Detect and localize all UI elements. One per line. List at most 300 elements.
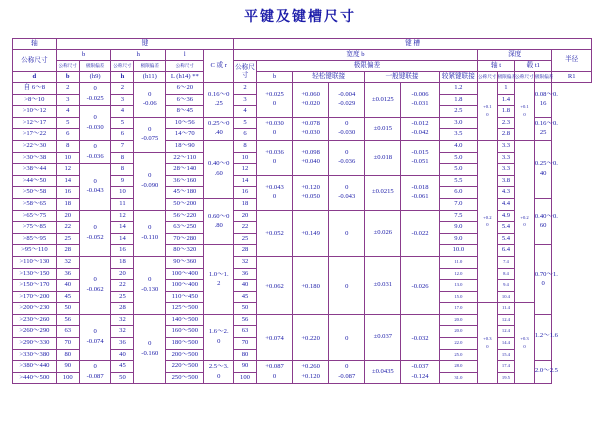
cell-line: -0.036 [86,152,104,160]
cell-line: 40 [539,169,547,177]
cell-line: 0 [523,222,526,228]
cell-line: -0.087 [86,372,104,380]
cell-h-tolerance [134,256,166,314]
cell-line: .80 [214,222,223,230]
cell-c-or-r [204,117,234,140]
cell-c-or-r [204,361,234,384]
cell-line: 16 [539,100,547,108]
cell-hub-t1: 10.4 [497,291,515,303]
cell-key-l: 100～400 [166,280,204,292]
cell-line: 0 [148,125,152,133]
header-h-nominal: 公称尺寸 [111,61,134,72]
cell-loose-shaft [256,210,292,256]
cell-hub-t1: 4.3 [497,187,515,199]
cell-normal-js9: ±0.0435 [365,361,401,384]
cell-b-tolerance [79,361,111,384]
header-h-symbol: h [111,72,134,83]
cell-line: 0 [345,183,349,191]
cell-key-b: 18 [56,198,79,210]
cell-line: +0.050 [301,193,320,201]
cell-key-b: 28 [56,245,79,257]
cell-key-h: 9 [111,175,134,187]
cell-line: 1.6～2. [208,328,229,336]
cell-tight-p9 [401,175,439,210]
cell-key-b: 45 [56,291,79,303]
cell-key-h: 45 [111,361,134,373]
cell-line: 0 [345,119,349,127]
header-d: d [13,72,57,83]
cell-line: 0 [272,372,277,380]
cell-line: 0 [148,276,152,284]
cell-line: -0.025 [86,94,104,102]
cell-line: -0.043 [86,187,104,195]
cell-shaft-dia: >150～170 [13,280,57,292]
cell-shaft-dia: >8～10 [13,94,57,106]
cell-shaft-dia: >440～500 [13,372,57,384]
cell-t1-dev [515,303,535,384]
cell-key-l: 63～250 [166,222,204,234]
cell-loose-hub [293,83,329,118]
cell-hub-t1: 14.4 [497,338,515,350]
cell-line: +0.220 [301,334,320,342]
cell-line: +0.120 [301,183,320,191]
cell-shaft-t: 4.0 [439,140,477,152]
cell-shaft-t: 7.5 [439,210,477,222]
cell-hub-t1: 1 [497,83,515,95]
cell-shaft-t: 17.0 [439,303,477,315]
table-title: 平键及键槽尺寸 [244,9,356,25]
cell-normal-shaft [329,256,365,314]
cell-line: -0.062 [86,285,104,293]
cell-keyway-b: 16 [234,187,257,199]
cell-shaft-dia: >260～290 [13,326,57,338]
cell-b-tolerance [79,210,111,256]
cell-line: -0.022 [411,230,429,238]
cell-shaft-t: 5.0 [439,164,477,176]
cell-loose-hub [293,117,329,140]
cell-key-h: 18 [111,256,134,268]
cell-key-b: 22 [56,222,79,234]
cell-keyway-b: 25 [234,233,257,245]
cell-radius [534,314,558,360]
cell-shaft-t: 2.5 [439,106,477,118]
cell-hub-t1: 5.4 [497,233,515,245]
header-key: 键 [56,39,233,50]
cell-keyway-b: 4 [234,106,257,118]
cell-key-h: 2 [111,83,134,95]
cell-shaft-dia: >10～12 [13,106,57,118]
cell-line: -0.124 [411,372,429,380]
header-h-dev: 极限偏差 [134,61,166,72]
cell-h-tolerance [134,314,166,384]
header-keyway: 键 槽 [234,39,592,50]
header-h-tol: (h11) [134,72,166,83]
cell-c-or-r [204,245,234,315]
cell-line: +0.1 [483,104,492,110]
cell-hub-t1: 4.4 [497,198,515,210]
cell-normal-js9: ±0.026 [365,210,401,256]
cell-line: +0.030 [301,129,320,137]
header-radius-r: R1 [552,72,592,83]
cell-line: +0.040 [301,158,320,166]
cell-key-l: 8～45 [166,106,204,118]
cell-keyway-b: 8 [234,140,257,152]
cell-key-b: 8 [56,140,79,152]
cell-line: +0.052 [265,230,284,238]
cell-keyway-b: 6 [234,129,257,141]
cell-radius [534,245,558,315]
header-b-dev: 极限偏差 [79,61,111,72]
cell-line: -0.026 [411,282,429,290]
cell-key-l: 90～360 [166,256,204,268]
cell-line: -0.042 [411,129,429,137]
cell-key-l: 180～500 [166,338,204,350]
header-h: h [111,50,166,61]
cell-loose-shaft [256,83,292,118]
header-t-nom: 公称尺寸 [478,72,498,83]
cell-loose-hub [293,175,329,210]
cell-h-tolerance [134,152,166,210]
cell-t1-dev [515,83,535,141]
cell-shaft-t: 22.0 [439,338,477,350]
cell-shaft-t: 6.0 [439,187,477,199]
cell-key-h: 8 [111,164,134,176]
cell-key-l: 36～160 [166,175,204,187]
header-b-symbol: b [56,72,79,83]
cell-key-l: 220～500 [166,361,204,373]
cell-shaft-t: 28.0 [439,361,477,373]
cell-line: 25 [539,129,547,137]
cell-shaft-dia: >290～330 [13,338,57,350]
cell-normal-js9: ±0.0125 [365,83,401,118]
cell-line: 0 [272,193,277,201]
header-b: b [56,50,111,61]
header-l-tol: L (h14) ** [166,72,204,83]
cell-line: 0 [523,343,526,349]
cell-line: 0 [345,148,349,156]
cell-tight-p9 [401,117,439,140]
cell-shaft-t: 1.2 [439,83,477,95]
cell-shaft-dia: >12～17 [13,117,57,129]
cell-line: .60 [214,169,223,177]
cell-h-tolerance [134,117,166,152]
header-l: l [166,50,204,61]
cell-normal-shaft [329,210,365,256]
cell-keyway-b: 40 [234,280,257,292]
cell-shaft-dia: >38～44 [13,164,57,176]
cell-line: 0 [93,363,97,371]
cell-normal-shaft [329,361,365,384]
header-radius: 半径 [552,50,592,72]
cell-line: +0.036 [265,148,284,156]
header-depth: 深度 [478,50,552,61]
cell-shaft-dia: 自 6～8 [13,83,57,95]
cell-normal-js9: ±0.015 [365,117,401,140]
cell-line: 0 [272,100,277,108]
cell-tight-p9 [401,210,439,256]
cell-shaft-dia: >44～50 [13,175,57,187]
cell-line: 0 [148,340,152,348]
cell-key-b: 40 [56,280,79,292]
cell-keyway-b: 12 [234,164,257,176]
cell-shaft-t: 25.0 [439,349,477,361]
cell-key-l: 50～200 [166,198,204,210]
cell-line: -0.036 [338,158,356,166]
cell-key-b: 70 [56,338,79,350]
cell-line: -0.061 [411,193,429,201]
cell-line: 0 [486,343,489,349]
cell-line: -0.031 [411,100,429,108]
key-dimension-table [12,38,592,384]
cell-keyway-b: 5 [234,117,257,129]
header-t-dev: 极限偏差 [497,72,515,83]
cell-radius [534,83,558,118]
cell-tight-p9 [401,140,439,175]
cell-tight-p9 [401,361,439,384]
cell-line: -0.110 [141,233,159,241]
cell-shaft-t: 20.0 [439,326,477,338]
cell-keyway-b: 32 [234,256,257,268]
cell-line: -0.074 [86,338,104,346]
cell-b-tolerance [79,314,111,360]
cell-b-tolerance [79,106,111,141]
cell-normal-shaft [329,314,365,360]
header-l-nominal: 公称尺寸 [166,61,204,72]
cell-hub-t1: 3.3 [497,140,515,152]
cell-line: -0.160 [141,349,159,357]
cell-shaft-dia: >58～65 [13,198,57,210]
cell-line: -0.004 [338,90,356,98]
cell-hub-t1: 6.4 [497,245,515,257]
header-limit-dev: 极限偏差 [256,61,477,72]
cell-keyway-b: 90 [234,361,257,373]
cell-shaft-dia: >75～85 [13,222,57,234]
cell-loose-shaft [256,140,292,175]
cell-key-l: 80～320 [166,245,204,257]
cell-key-l: 22～110 [166,152,204,164]
cell-key-h: 10 [111,187,134,199]
cell-hub-t1: 2.8 [497,129,515,141]
cell-key-h: 25 [111,291,134,303]
cell-loose-hub [293,140,329,175]
cell-shaft-t: 20.0 [439,314,477,326]
cell-line: 0.25～0 [208,119,230,127]
cell-key-b: 20 [56,210,79,222]
cell-line: 0 [486,222,489,228]
cell-key-l: 70～280 [166,233,204,245]
cell-hub-t1: 9.4 [497,280,515,292]
cell-line: 0 [93,328,97,336]
cell-line: +0.060 [301,90,320,98]
cell-line: 0.70～1. [534,270,558,278]
cell-line: 60 [539,222,547,230]
cell-line: -0.029 [338,100,356,108]
cell-radius [534,140,558,198]
cell-line: 0 [345,230,349,238]
cell-shaft-t: 3.0 [439,117,477,129]
cell-key-l: 125～500 [166,303,204,315]
cell-shaft-t: 15.0 [439,291,477,303]
cell-keyway-b: 10 [234,152,257,164]
cell-line: 0.08～0. [534,90,558,98]
cell-key-h: 4 [111,106,134,118]
header-b-tol: (h9) [79,72,111,83]
cell-c-or-r [204,83,234,118]
cell-line: 0 [272,158,277,166]
cell-key-h: 14 [111,222,134,234]
cell-line: 0 [93,177,97,185]
cell-key-h: 11 [111,198,134,210]
cell-key-l: 200～500 [166,349,204,361]
cell-line: -0.015 [411,148,429,156]
cell-h-tolerance [134,210,166,256]
cell-line: +0.3 [483,336,492,342]
header-t1-nom: 公称尺寸 [515,72,535,83]
cell-line: 0.25～0. [534,160,558,168]
cell-normal-shaft [329,83,365,118]
cell-line: -0.018 [411,183,429,191]
cell-key-b: 16 [56,187,79,199]
header-c-or-r: C 或 r [204,50,234,83]
cell-line: 2.0～2.5 [534,366,558,374]
cell-key-b: 12 [56,164,79,176]
cell-shaft-t: 5.0 [439,152,477,164]
cell-key-l: 6～36 [166,94,204,106]
cell-hub-t1: 3.3 [497,164,515,176]
cell-line: 0 [93,224,97,232]
cell-hub-t1: 1.8 [497,106,515,118]
cell-loose-shaft [256,314,292,360]
cell-line: -0.030 [338,129,356,137]
cell-line: 0 [93,113,97,121]
cell-key-h: 12 [111,210,134,222]
cell-line: -0.032 [411,334,429,342]
cell-shaft-dia: >85～95 [13,233,57,245]
cell-keyway-b: 28 [234,245,257,257]
header-kw-nominal: 公称尺寸 [234,61,257,83]
cell-line: -0.087 [338,372,356,380]
cell-loose-shaft [256,256,292,314]
cell-line: 0 [523,111,526,117]
cell-line: .25 [214,100,223,108]
cell-line: 0.16～0 [208,90,230,98]
cell-c-or-r [204,198,234,244]
cell-line: 0 [93,276,97,284]
cell-key-b: 36 [56,268,79,280]
cell-hub-t1: 2.3 [497,117,515,129]
cell-shaft-dia: >200～230 [13,303,57,315]
cell-keyway-b: 50 [234,303,257,315]
cell-keyway-b: 63 [234,326,257,338]
cell-keyway-b: 18 [234,198,257,210]
cell-keyway-b: 20 [234,210,257,222]
cell-hub-t1: 12.4 [497,326,515,338]
cell-shaft-t: 13.0 [439,280,477,292]
cell-line: -0.090 [141,181,159,189]
cell-shaft-t: 31.0 [439,372,477,384]
cell-line: 2.5～3. [208,363,229,371]
cell-key-b: 56 [56,314,79,326]
header-nominal-dia: 公称尺寸 [13,50,57,72]
cell-key-b: 80 [56,349,79,361]
cell-shaft-dia: >130～150 [13,268,57,280]
header-hub-t1: 毂 t1 [515,61,552,72]
cell-keyway-b: 36 [234,268,257,280]
cell-radius [534,361,558,384]
cell-t1-dev [515,140,535,302]
cell-loose-hub [293,361,329,384]
cell-key-h: 20 [111,268,134,280]
cell-key-b: 4 [56,106,79,118]
cell-key-h: 32 [111,326,134,338]
table-row [13,83,592,95]
cell-line: +0.043 [265,183,284,191]
cell-keyway-b: 100 [234,372,257,384]
cell-shaft-dia: >330～380 [13,349,57,361]
cell-hub-t1: 19.5 [497,372,515,384]
cell-tight-p9 [401,83,439,118]
cell-hub-t1: 12.4 [497,314,515,326]
cell-b-tolerance [79,164,111,210]
cell-shaft-dia: >22～30 [13,140,57,152]
cell-key-b: 2 [56,83,79,95]
table-row [13,210,592,222]
cell-line: 0 [93,85,97,92]
table-row [13,361,592,373]
cell-line: 0 [217,372,221,380]
cell-line: -0.075 [141,135,159,143]
cell-key-l: 14～70 [166,129,204,141]
header-b-nominal: 公称尺寸 [56,61,79,72]
cell-key-h: 14 [111,233,134,245]
cell-line: +0.078 [301,119,320,127]
cell-normal-js9: ±0.018 [365,140,401,175]
cell-line: +0.3 [520,336,529,342]
cell-line: +0.062 [265,282,284,290]
cell-keyway-b: 56 [234,314,257,326]
cell-line: 0 [148,224,152,232]
cell-key-h: 5 [111,117,134,129]
cell-key-h: 6 [111,129,134,141]
cell-t-dev [478,140,498,302]
cell-line: 0.40～0 [208,160,230,168]
cell-key-h: 28 [111,303,134,315]
cell-normal-shaft [329,117,365,140]
cell-tight-p9 [401,256,439,314]
cell-keyway-b: 22 [234,222,257,234]
cell-shaft-dia: >170～200 [13,291,57,303]
cell-key-l: 250～500 [166,372,204,384]
cell-shaft-dia: >50～58 [13,187,57,199]
cell-key-b: 5 [56,117,79,129]
cell-shaft-t: 1.8 [439,94,477,106]
cell-key-b: 10 [56,152,79,164]
cell-c-or-r [204,140,234,198]
cell-line: -0.043 [338,193,356,201]
cell-hub-t1: 3.8 [497,175,515,187]
cell-loose-hub [293,210,329,256]
cell-key-l: 45～180 [166,187,204,199]
cell-line: .40 [214,129,223,137]
cell-hub-t1: 8.4 [497,268,515,280]
cell-keyway-b: 80 [234,349,257,361]
cell-line: +0.260 [301,363,320,371]
cell-hub-t1: 11.4 [497,303,515,315]
cell-line: 0 [345,282,349,290]
header-shaft-t: 轴 t [478,61,515,72]
cell-shaft-dia: >17～22 [13,129,57,141]
cell-line: 0 [486,111,489,117]
